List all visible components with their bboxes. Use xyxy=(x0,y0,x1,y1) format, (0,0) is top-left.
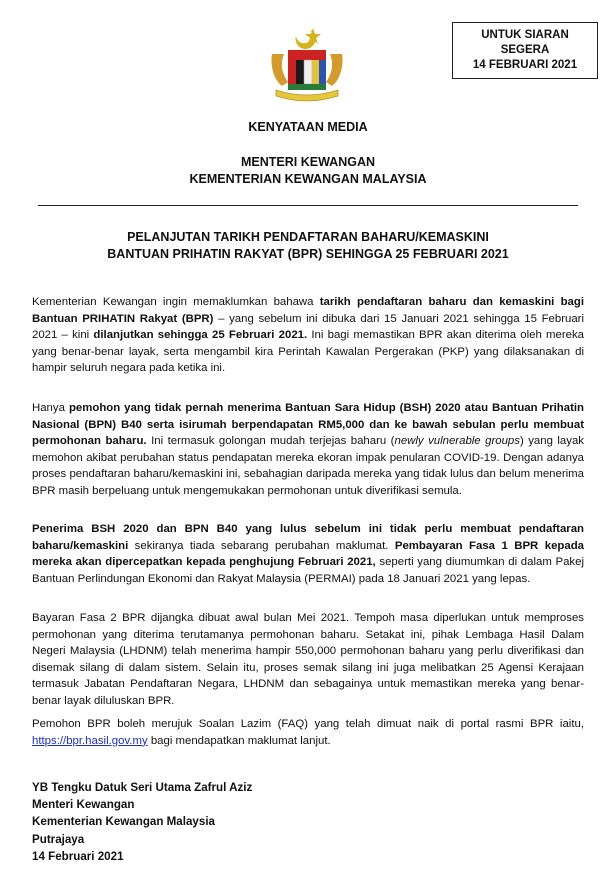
paragraph-text: Hanya xyxy=(32,402,69,414)
bpr-portal-link[interactable]: https://bpr.hasil.gov.my xyxy=(32,734,148,747)
paragraph-5 xyxy=(32,716,584,749)
paragraph-text: Ini bagi memastikan BPR akan diterima oleh mereka yang benar-benar layak, serta mengambil kira Perintah Kawalan Pergerakan (PKP) yang dilaksanakan di hampir seluruh negara pada ketika ini. xyxy=(32,329,585,375)
italic-text: newly vulnerable groups xyxy=(394,435,520,448)
paragraph-text: Pemohon BPR boleh merujuk Soalan Lazim (FAQ) yang telah dimuat naik di portal rasmi BPR iaitu, xyxy=(32,718,584,730)
subject-heading xyxy=(0,229,616,263)
subject-line-2: BANTUAN PRIHATIN RAKYAT (BPR) SEHINGGA 25 FEBRUARI 2021 xyxy=(107,247,509,261)
paragraph-text: ) yang layak memohon akibat perubahan status pendapatan mereka ekoran impak penularan COVID-19. Dengan adanya proses pendaftaran baharu/kemaskini ini, sebahagian daripada mereka yang tidak lulus dan belum menerima BPR masih berpeluang untuk mengemukakan permohonan untuk diverifikasi semula. xyxy=(32,435,584,497)
paragraph-text: sekiranya tiada sebarang perubahan maklumat. xyxy=(128,539,395,552)
signatory-date: 14 Februari 2021 xyxy=(32,849,124,863)
paragraph-text: Kementerian Kewangan ingin memaklumkan bahawa xyxy=(32,296,320,308)
release-date-box xyxy=(452,22,598,79)
minister-title: MENTERI KEWANGAN xyxy=(240,155,376,169)
signatory-name: YB Tengku Datuk Seri Utama Zafrul Aziz xyxy=(32,781,253,794)
ministry-title: KEMENTERIAN KEWANGAN MALAYSIA xyxy=(189,172,427,186)
release-line-1: UNTUK SIARAN xyxy=(481,29,569,41)
paragraph-text: bagi mendapatkan maklumat lanjut. xyxy=(147,734,331,747)
signatory-ministry: Kementerian Kewangan Malaysia xyxy=(32,815,215,829)
signatory-title: Menteri Kewangan xyxy=(32,798,135,812)
bold-text: pemohon yang tidak pernah menerima Bantuan Sara Hidup (BSH) 2020 atau Bantuan Prihatin Nasional (BPN) B40 serta isirumah berpendapatan RM5,000 dan ke bawah sebulan perlu membuat permohonan baharu. xyxy=(32,402,584,448)
paragraph-4 xyxy=(32,610,584,710)
signature-block xyxy=(32,779,252,865)
release-line-2: SEGERA xyxy=(500,44,550,56)
bold-text: Pembayaran Fasa 1 BPR kepada mereka akan dipercepatkan kepada penghujung Februari 2021, xyxy=(32,539,584,569)
paragraph-2 xyxy=(32,400,584,500)
signatory-place: Putrajaya xyxy=(32,832,85,846)
bold-text: Penerima BSH 2020 dan BPN B40 yang lulus sebelum ini tidak perlu membuat pendaftaran baharu/kemaskini xyxy=(32,523,584,552)
release-line-3: 14 FEBRUARI 2021 xyxy=(472,59,578,71)
paragraph-text: Ini termasuk golongan mudah terjejas baharu ( xyxy=(146,435,395,448)
divider xyxy=(38,205,578,206)
statement-heading: KENYATAAN MEDIA xyxy=(248,120,368,134)
issuer-heading xyxy=(0,154,616,188)
paragraph-text: – yang sebelum ini dibuka dari 15 Januari 2021 sehingga 15 Februari 2021 – kini xyxy=(32,312,584,342)
subject-line-1: PELANJUTAN TARIKH PENDAFTARAN BAHARU/KEMASKINI xyxy=(127,230,489,244)
paragraph-3 xyxy=(32,521,584,587)
left-tiger-icon xyxy=(271,54,288,86)
paragraph-1 xyxy=(32,294,584,377)
right-tiger-icon xyxy=(326,54,343,86)
paragraph-text: Bayaran Fasa 2 BPR dijangka dibuat awal bulan Mei 2021. Tempoh masa diperlukan untuk memproses permohonan yang diterima terutamanya permohonan baharu. Setakat ini, pihak Lembaga Hasil Dalam Negeri Malaysia (LHDNM) telah menerima hampir 550,000 permohonan baharu yang perlu diverifikasi dan disemak silang di dalam sistem. Selain itu, proses semak silang ini juga melibatkan 25 Agensi Kerajaan termasuk Jabatan Pendaftaran Negara, LHDNM dan sebagainya untuk memastikan mereka yang benar-benar layak diluluskan BPR. xyxy=(32,612,584,707)
malaysia-coat-of-arms-icon xyxy=(266,24,348,106)
paragraph-text: seperti yang diumumkan di dalam Pakej Bantuan Perlindungan Ekonomi dan Rakyat Malaysia (PERMAI) pada 18 Januari 2021 yang lepas. xyxy=(32,556,584,585)
bold-text: dilanjutkan sehingga 25 Februari 2021. xyxy=(93,329,308,342)
bold-text: tarikh pendaftaran baharu dan kemaskini bagi Bantuan PRIHATIN Rakyat (BPR) xyxy=(32,296,584,325)
ribbon-icon xyxy=(276,90,338,101)
